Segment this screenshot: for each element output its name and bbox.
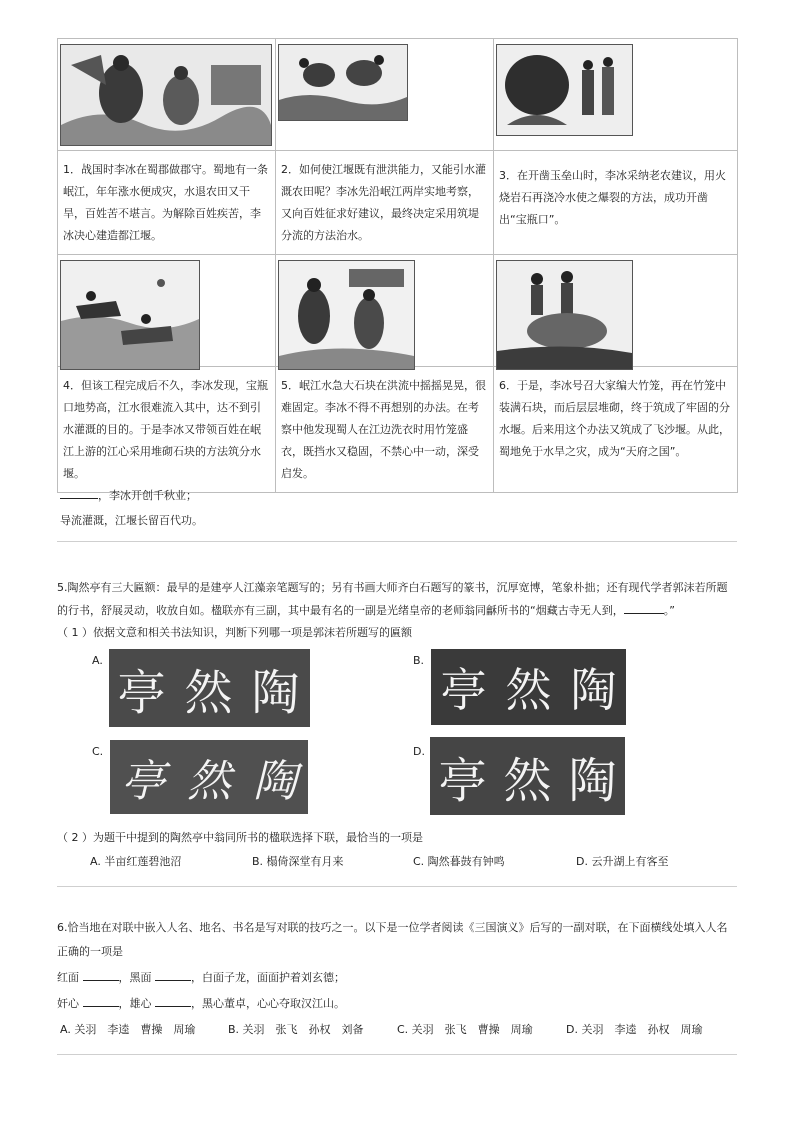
story-image-cell-1 [58,39,276,151]
story-caption-cell-3 [494,151,738,255]
story-illustration-4 [60,260,200,370]
story-caption-4: 4．但该工程完成后不久，李冰发现，宝瓶口地势高，江水很难流入其中，达不到引水灌溉的目的。于是李冰又带领百姓在岷江上游的江心采用堆砌石块的方法筑分水堰。 [63,379,268,480]
q6-choice-c[interactable]: C. 关羽 张飞 曹操 周瑜 [397,1023,533,1036]
couplet-line-1-text: ，李冰开创千秋业； [98,489,197,502]
plaque-option-d[interactable] [430,737,625,815]
story-illustration-5 [278,260,415,370]
q5-stem-line-2 [57,600,741,622]
q5-choice-c[interactable]: C. 陶然暮鼓有钟鸣 [413,855,505,868]
q6-choice-a[interactable]: A. 关羽 李逵 曹操 周瑜 [60,1023,196,1036]
q6-line2-b: ，雄心 [118,997,152,1010]
q6-line1-c: ，白面子龙，面面护着刘玄德； [191,971,345,984]
story-caption-cell-6 [494,367,738,493]
q5-stem-line-1: 5.陶然亭有三大匾额：最早的是建亭人江藻亲笔题写的；另有书画大师齐白石题写的篆书，沉厚宽博，笔象朴拙；还有现代学者郭沫若所题 [57,581,728,594]
plaque-c-char-2: 然 [187,756,231,807]
story-caption-cell-4 [58,367,276,493]
q6-line2-a: 奸心 [57,997,79,1010]
plaque-a-char-1: 亭 [117,664,168,721]
story-caption-5: 5．岷江水急大石块在洪流中摇摇晃晃，很难固定。李冰不得不再想别的办法。在考察中他发现蜀人在江边洗衣时用竹笼盛衣，既挡水又稳固，不禁心中一动，深受启发。 [281,379,486,480]
plaque-option-b[interactable] [431,649,626,725]
q6-line2-c: ，黑心董卓，心心夺取汉江山。 [191,997,345,1010]
q6-blank-1[interactable] [83,968,119,981]
story-caption-cell-2 [276,151,494,255]
divider [57,1054,737,1055]
plaque-c-char-3: 陶 [253,756,297,807]
plaque-d-char-3: 陶 [568,752,617,809]
story-caption-cell-5 [276,367,494,493]
q6-blank-4[interactable] [155,994,191,1007]
couplet-line-1 [60,486,197,505]
q6-couplet-line-1 [57,967,741,989]
story-image-cell-5 [276,255,494,367]
story-caption-1: 1．战国时李冰在蜀郡做郡守。蜀地有一条岷江，年年涨水便成灾，水退农田又干旱，百姓苦不堪言。为解除百姓疾苦，李冰决心建造都江堰。 [63,163,268,242]
story-caption-3: 3．在开凿玉垒山时，李冰采纳老农建议，用火烧岩石再浇冷水使之爆裂的方法，成功开凿出“宝瓶口”。 [499,169,726,226]
plaque-c-char-1: 亭 [121,756,165,807]
story-image-cell-4 [58,255,276,367]
plaque-option-c[interactable] [110,740,308,814]
plaque-b-char-1: 亭 [440,663,487,717]
story-illustration-6 [496,260,633,370]
couplet-blank[interactable] [60,486,98,499]
option-d-label[interactable]: D. [413,745,425,758]
plaque-a-char-2: 然 [184,664,235,721]
q5-choice-d[interactable]: D. 云升湖上有客至 [576,855,669,868]
option-c-label[interactable]: C. [92,745,104,758]
plaque-d-char-2: 然 [503,752,552,809]
q6-blank-2[interactable] [155,968,191,981]
divider [57,886,737,887]
q6-stem-line-2: 正确的一项是 [57,945,123,958]
divider [57,541,737,542]
q5-choices [0,853,794,873]
q6-blank-3[interactable] [83,994,119,1007]
option-b-label[interactable]: B. [413,654,425,667]
story-illustration-3 [496,44,633,136]
story-caption-2: 2．如何使江堰既有泄洪能力，又能引水灌溉农田呢？李冰先沿岷江两岸实地考察，又向百姓征求好建议，最终决定采用筑堤分流的方法治水。 [281,163,486,242]
plaque-b-char-3: 陶 [570,663,617,717]
story-image-cell-6 [494,255,738,367]
story-image-cell-2 [276,39,494,151]
q5-choice-b[interactable]: B. 榻倚深堂有月来 [252,855,344,868]
story-illustration-2 [278,44,408,121]
plaque-a-char-3: 陶 [251,664,302,721]
story-illustration-1 [60,44,272,146]
story-image-cell-3 [494,39,738,151]
q6-stem-line-1: 6.恰当地在对联中嵌入人名、地名、书名是写对联的技巧之一。以下是一位学者阅读《三国演义》后写的一副对联，在下面横线处填入人名 [57,921,728,934]
q5-blank[interactable] [624,601,664,614]
q6-couplet-line-2 [57,993,741,1015]
q6-choice-d[interactable]: D. 关羽 李逵 孙权 周瑜 [566,1023,703,1036]
q6-line1-a: 红面 [57,971,79,984]
plaque-option-a[interactable] [109,649,310,727]
story-table [57,38,738,493]
story-caption-6: 6．于是，李冰号召大家编大竹笼，再在竹笼中装满石块，而后层层堆砌，终于筑成了牢固的分水堰。后来用这个办法又筑成了飞沙堰。从此，蜀地免于水旱之灾，成为“天府之国”。 [499,379,730,458]
plaque-d-char-1: 亭 [438,752,487,809]
plaque-b-char-2: 然 [505,663,552,717]
q5-sub1: （ 1 ）依据文意和相关书法知识，判断下列哪一项是郭沫若所题写的匾额 [57,626,412,639]
option-a-label[interactable]: A. [92,654,103,667]
q5-stem-line-2-text: 的行书，舒展灵动，收放自如。楹联亦有三副，其中最有名的一副是光绪皇帝的老师翁同龢所书的“烟藏古寺无人到， [57,604,624,617]
q6-choice-b[interactable]: B. 关羽 张飞 孙权 刘备 [228,1023,364,1036]
story-caption-cell-1 [58,151,276,255]
couplet-line-2: 导流灌溉，江堰长留百代功。 [60,514,203,527]
q5-sub2: （ 2 ）为题干中提到的陶然亭中翁同所书的楹联选择下联，最恰当的一项是 [57,831,423,844]
q5-stem-end: 。” [663,604,675,617]
q6-line1-b: ，黑面 [118,971,152,984]
q5-choice-a[interactable]: A. 半亩红莲碧池沼 [90,855,182,868]
q6-choices [0,1021,794,1041]
